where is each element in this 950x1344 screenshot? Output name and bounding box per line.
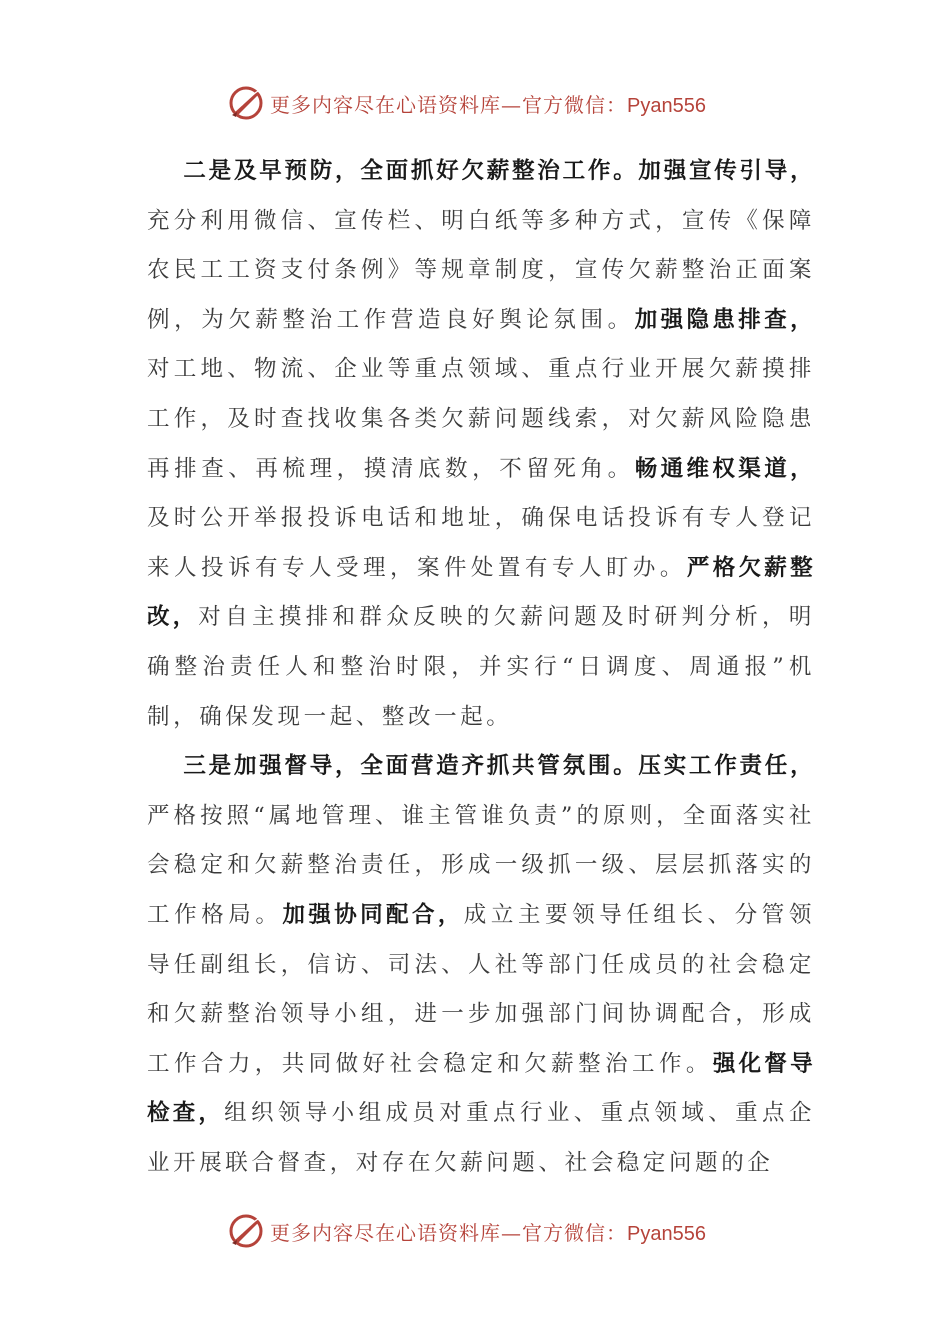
- header-banner: [0, 83, 950, 123]
- text-run: 严格按照“属地管理、谁主管谁负责”的原则，全面落实社会稳定和欠薪整治责任，形成一级抓一级、层层抓落实的工作格局。: [147, 802, 815, 928]
- text-run: 成立主要领导任组长、分管领导任副组长，信访、司法、人社等部门任成员的社会稳定和欠薪整治领导小组，进一步加强部门间协调配合，形成工作合力，共同做好社会稳定和欠薪整治工作。: [147, 901, 815, 1077]
- banner-text: 更多内容尽在心语资料库—官方微信：Pyan556: [270, 1220, 706, 1245]
- heading-run: 畅通维权渠道，: [634, 455, 815, 482]
- quill-logo-icon: [228, 1213, 264, 1249]
- text-run: 组织领导小组成员对重点行业、重点领域、重点企业开展联合督查，对存在欠薪问题、社会稳定问题的企: [147, 1100, 816, 1176]
- paragraph-2: [147, 742, 815, 1188]
- footer-banner: [0, 1211, 950, 1251]
- heading-run: 二是及早预防，全面抓好欠薪整治工作。加强宣传引导，: [183, 158, 815, 184]
- heading-run: 严格欠薪整改，: [147, 554, 815, 631]
- paragraph-1: [147, 147, 815, 742]
- heading-run: 加强协同配合，: [282, 901, 464, 928]
- text-run: 及时公开举报投诉电话和地址，确保电话投诉有专人登记来人投诉有专人受理，案件处置有专人盯办。: [147, 505, 815, 581]
- heading-run: 三是加强督导，全面营造齐抓共管氛围。压实工作责任，: [183, 753, 815, 780]
- document-body: [147, 147, 815, 1188]
- quill-logo-icon: [228, 85, 264, 121]
- text-run: 充分利用微信、宣传栏、明白纸等多种方式，宣传《保障农民工工资支付条例》等规章制度，宣传欠薪整治正面案例，为欠薪整治工作营造良好舆论氛围。: [147, 207, 815, 333]
- heading-run: 强化督导检查，: [147, 1050, 815, 1127]
- text-run: 对自主摸排和群众反映的欠薪问题及时研判分析，明确整治责任人和整治时限，并实行“日调度、周通报”机制，确保发现一起、整改一起。: [147, 604, 815, 730]
- text-run: 对工地、物流、企业等重点领域、重点行业开展欠薪摸排工作，及时查找收集各类欠薪问题线索，对欠薪风险隐患再排查、再梳理，摸清底数，不留死角。: [147, 356, 815, 482]
- banner-text: 更多内容尽在心语资料库—官方微信：Pyan556: [270, 92, 706, 117]
- heading-run: 加强隐患排查，: [634, 306, 815, 333]
